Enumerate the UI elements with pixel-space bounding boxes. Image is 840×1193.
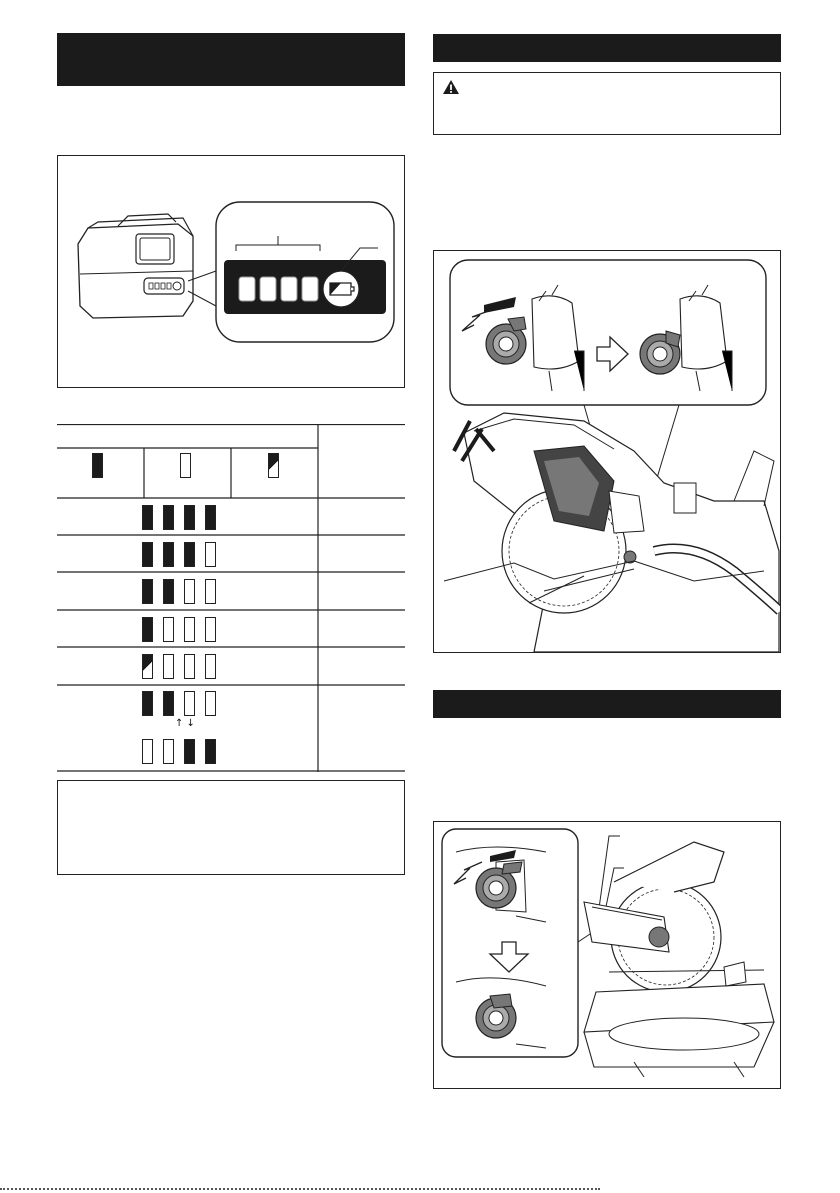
warning-box: [433, 72, 781, 135]
footer-rule: [0, 1188, 600, 1193]
saw-lock-illustration: [434, 251, 780, 652]
battery-illustration: [58, 156, 404, 387]
warning-triangle-icon: [442, 79, 460, 95]
section-heading-bar: [433, 690, 781, 718]
indicator-table: [57, 424, 405, 772]
battery-figure: [57, 155, 405, 388]
indicator-row: [137, 739, 237, 764]
section-heading-bar: [57, 33, 405, 86]
saw-unlock-illustration: [434, 822, 780, 1088]
indicator-row: [137, 691, 237, 716]
indicator-row: [137, 617, 237, 642]
legend-blinking-lamp: [268, 453, 279, 478]
indicator-row: [137, 579, 237, 604]
indicator-row: [137, 654, 237, 679]
alternating-arrows-icon: ↑ ↓: [175, 718, 195, 729]
legend-off-lamp: [180, 453, 191, 478]
indicator-row: [137, 542, 237, 567]
unlock-figure: [433, 821, 781, 1089]
legend-lit-lamp: [92, 453, 103, 478]
note-box: [57, 780, 405, 875]
section-heading-bar: [433, 34, 781, 62]
lock-pin-figure: [433, 250, 781, 653]
indicator-row: [137, 505, 237, 530]
